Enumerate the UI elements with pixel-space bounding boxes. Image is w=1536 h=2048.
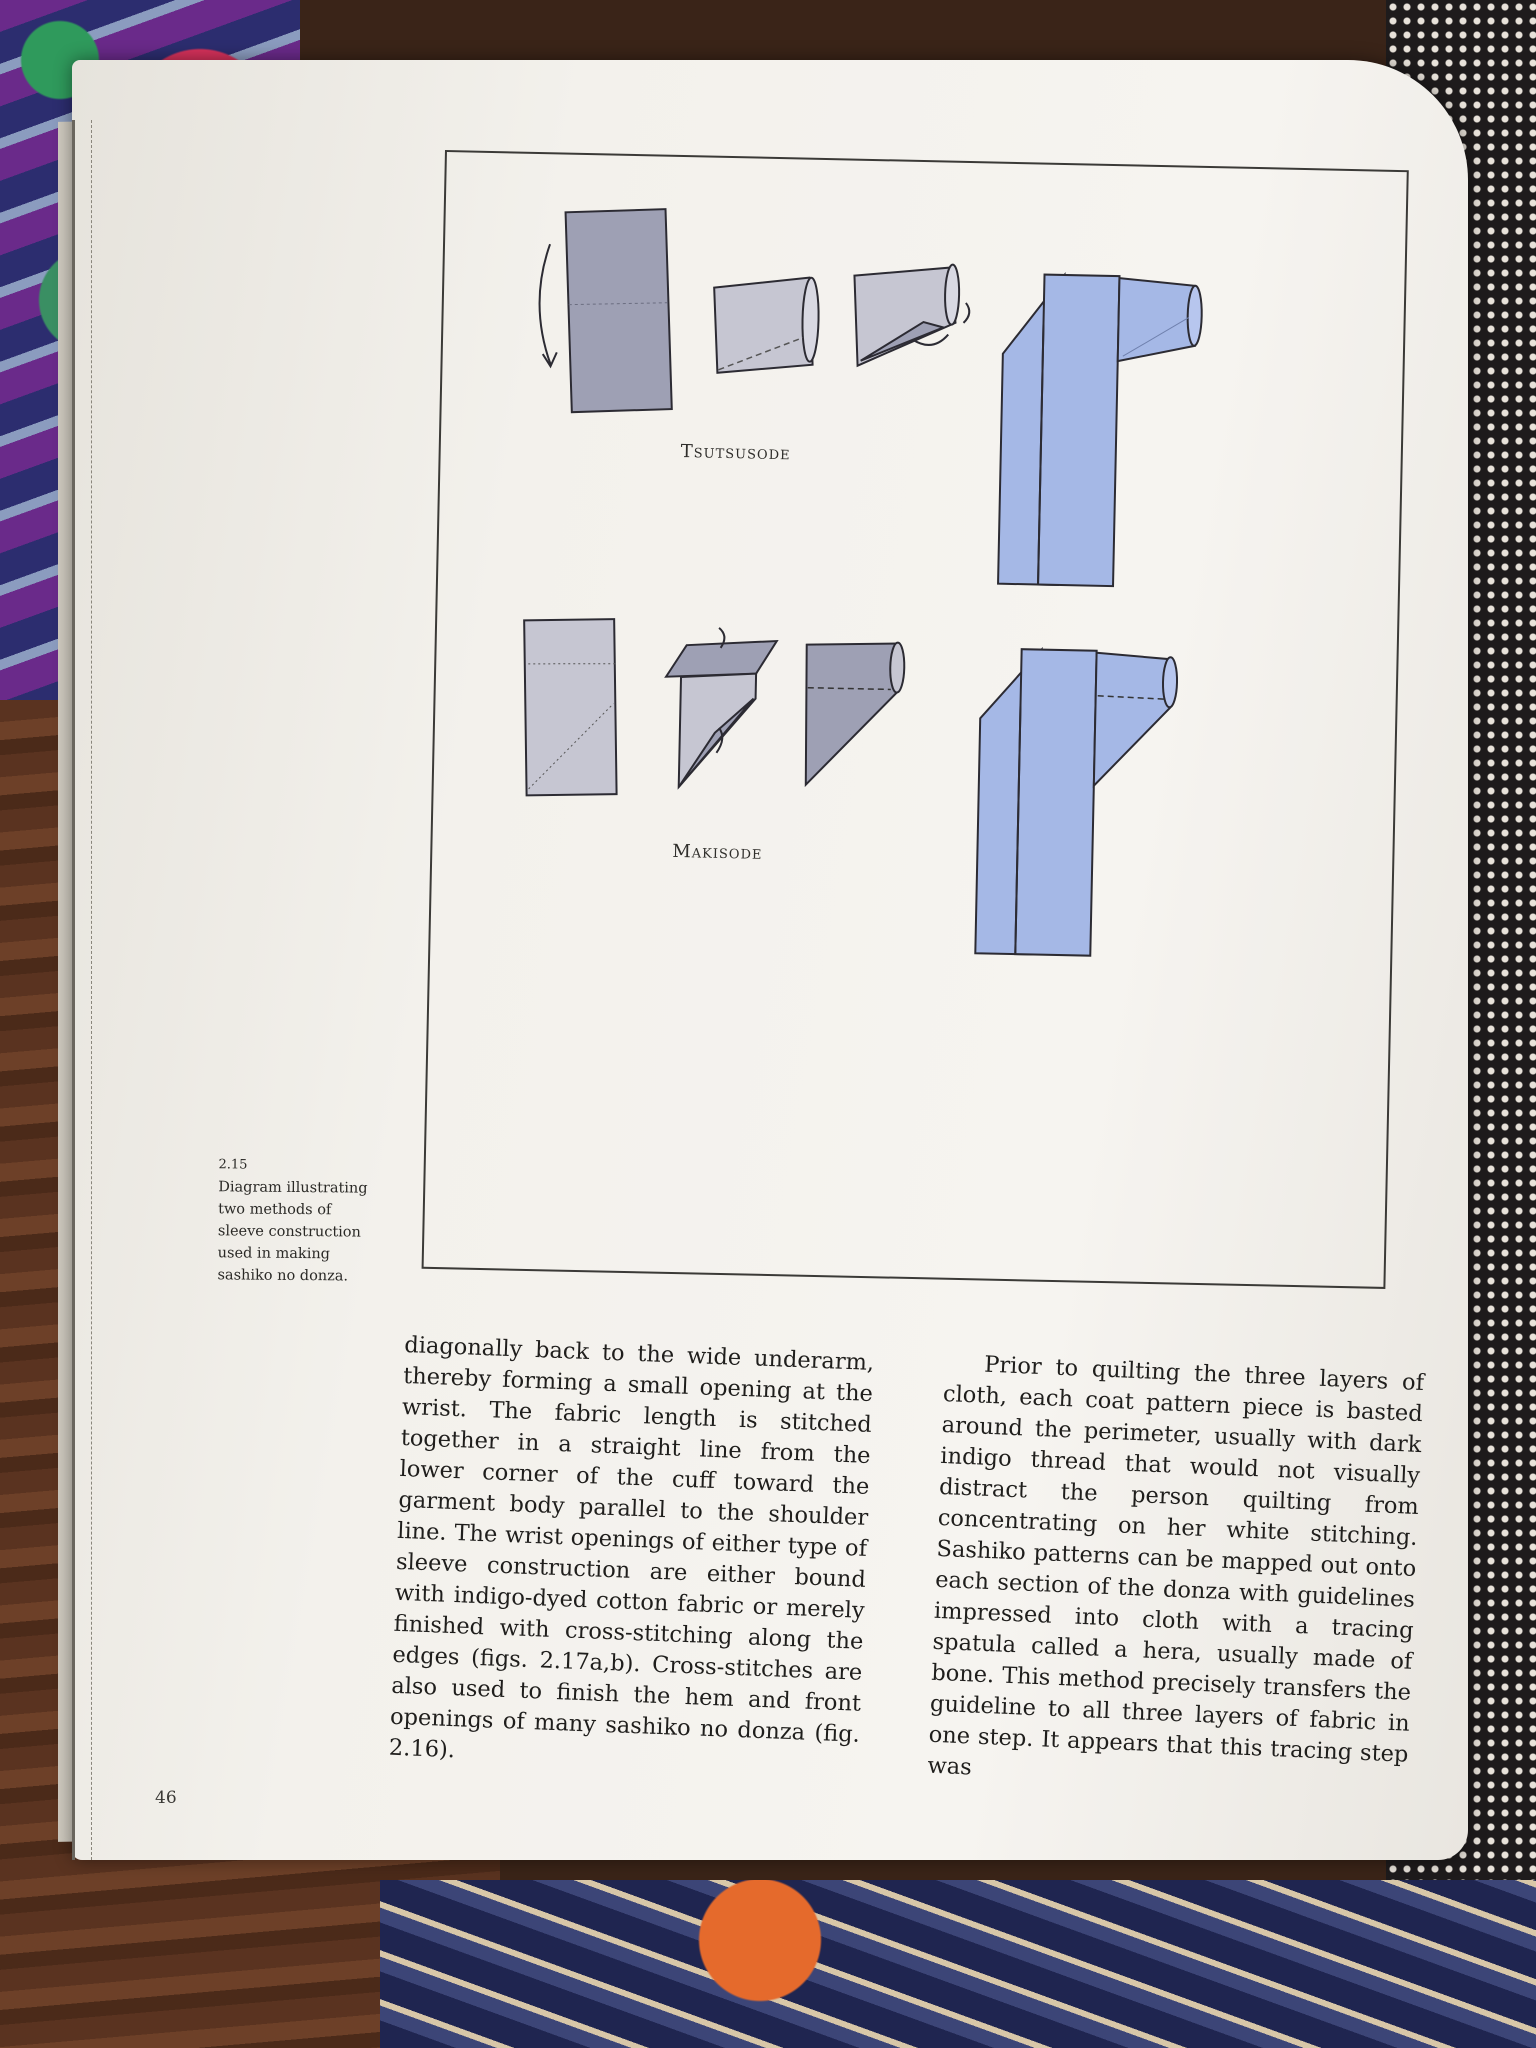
tsutsusode-step-1 [537,207,676,415]
figure-frame [422,150,1409,1289]
makisode-garment [975,648,1177,957]
figure-number: 2.15 [218,1157,248,1173]
paragraph-left: diagonally back to the wide underarm, thereby forming a small opening at the wrist. The fabric length is stitched together in a straight line from the lower corner of the cuff toward the garment body parallel to the shoulder line. The wrist openings of either type of sleeve construction are either bound with indigo-dyed cotton fabric or merely finished with cross-stitching along the edges (figs. 2.17a,b). Cross-stitches are also used to finish the hem and front openings of many sashiko no donza (fig. 2.16). [388,1331,875,1764]
sleeve-diagram [424,152,1407,1287]
tsutsusode-garment [998,274,1202,588]
tsutsusode-step-2 [712,276,819,375]
figure-caption [217,1154,378,1287]
body-column-left [388,1330,874,1782]
makisode-step-2 [664,627,777,789]
tsutsusode-step-3 [853,263,971,368]
figure-caption-text: Diagram illustrating two methods of sleeve construction used in making sashiko no donza. [217,1179,368,1285]
background-quilt-bottom [380,1880,1536,2048]
makisode-step-1 [520,617,620,797]
makisode-label: Makisode [672,840,763,864]
tsutsusode-label: Tsutsusode [680,441,791,465]
makisode-step-3 [804,641,905,787]
body-column-right [927,1348,1425,1802]
book-gutter [72,120,92,1860]
paragraph-right: Prior to quilting the three layers of cloth, each coat pattern piece is basted around the perimeter, usually with dark indigo thread that would not visually distract the person quilting from concentrating on her white stitching. Sashiko patterns can be mapped out onto each section of the donza with guidelines impressed into cloth with a tracing spatula called a hera, usually made of bone. This method precisely transfers the guideline to all three layers of fabric in one step. It appears that this tracing step was [926,1351,1425,1781]
page-number: 46 [155,1788,177,1808]
